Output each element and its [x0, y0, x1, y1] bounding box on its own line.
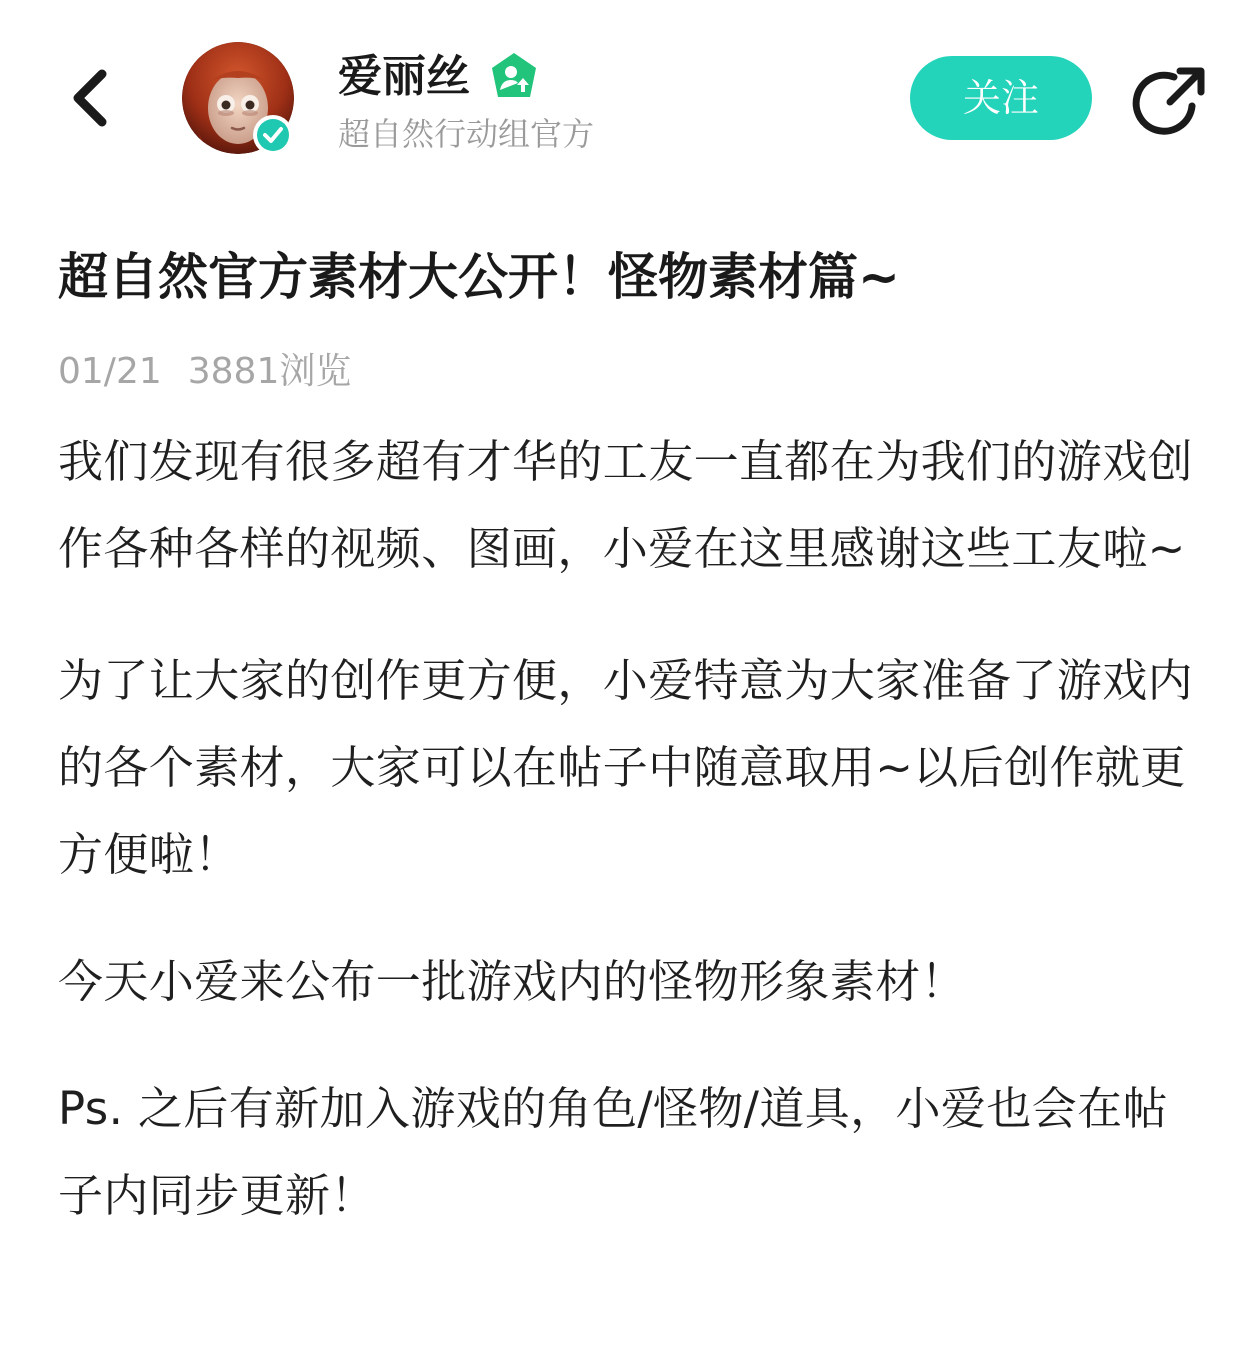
avatar[interactable]: [182, 42, 294, 154]
level-up-badge-icon: [488, 50, 540, 102]
post-paragraph: 我们发现有很多超有才华的工友一直都在为我们的游戏创作各种各样的视频、图画，小爱在这里感谢这些工友啦~: [58, 435, 1194, 575]
post-paragraph: Ps. 之后有新加入游戏的角色/怪物/道具，小爱也会在帖子内同步更新！: [58, 1082, 1168, 1222]
post-header: [0, 0, 1260, 200]
share-arrow-icon: [1130, 66, 1210, 138]
post-title: 超自然官方素材大公开！怪物素材篇~: [58, 248, 900, 306]
post-body: [58, 418, 1208, 1283]
post-view-count: 3881浏览: [187, 351, 352, 392]
back-button[interactable]: [62, 62, 126, 134]
share-button[interactable]: [1130, 66, 1210, 138]
post-paragraph: 今天小爱来公布一批游戏内的怪物形象素材！: [58, 955, 967, 1008]
post-meta: [58, 346, 351, 398]
chevron-left-icon: [62, 62, 126, 134]
post-date: 01/21: [58, 351, 162, 392]
follow-button[interactable]: 关注: [910, 56, 1092, 140]
post-paragraph: 为了让大家的创作更方便，小爱特意为大家准备了游戏内的各个素材，大家可以在帖子中随意取用~以后创作就更方便啦！: [58, 654, 1194, 881]
verified-check-icon: [252, 114, 294, 156]
user-name[interactable]: 爱丽丝: [338, 51, 470, 102]
user-subtitle: 超自然行动组官方: [338, 115, 595, 153]
